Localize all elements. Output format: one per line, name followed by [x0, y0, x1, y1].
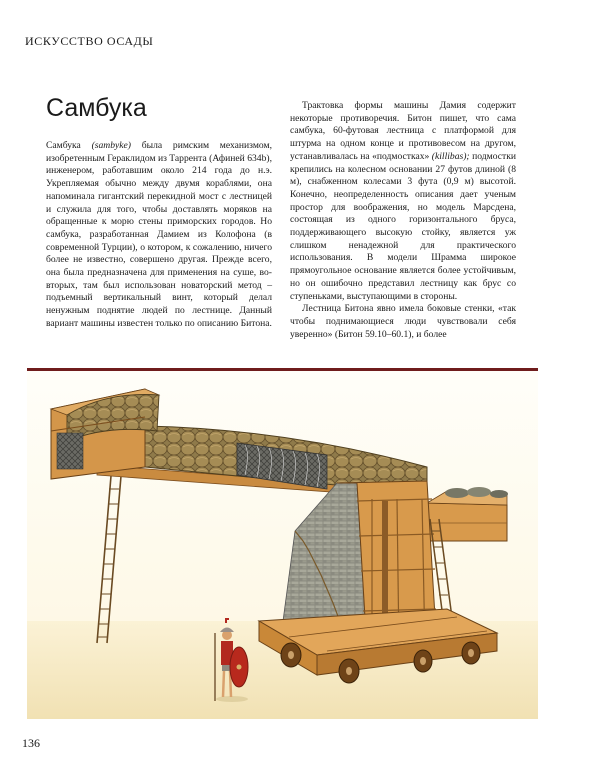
text-run: (killibas);: [431, 150, 470, 162]
right-column-paragraph: [290, 303, 516, 341]
sambuca-drawing: [27, 371, 538, 719]
page-title: Самбука: [46, 94, 147, 122]
siege-engine-illustration: [27, 371, 538, 719]
text-column-right: [290, 100, 516, 341]
text-run: Трактовка формы машины Дамия содержит некоторые противоречия. Битон пишет, что сама самбука, 60-футовая лестница с платформой для штурма на одном конце и противовесом на другом, устанавливалась на «подмостках»: [290, 100, 516, 162]
text-column-left: [46, 140, 272, 331]
left-column-paragraph: [46, 140, 272, 331]
text-run: Лестница Битона явно имела боковые стенки, «так чтобы поднимающиеся люди чувствовали себя уверенно» (Битон 59.10–60.1), и более: [290, 303, 516, 340]
text-run: была римским механизмом, изобретенным Гераклидом из Таррента (Афиней 634b), инженером, работавшим около 214 года до н.э. Укрепляемая обычно между двумя кораблями, она напоминала гигантский перекидной мост с лестницей и служила для того, чтобы доставлять моряков на обращенные к морю стены приморских городов. Но самбука, разработанная Дамием из Колофона (в современной Турции), о котором, к сожалению, ничего более не известно, совершено другая. Прежде всего, она была предназначена для применения на суше, во-вторых, там был использован новаторский метод – подъемный вертикальный винт, который делал ненужным поднятие людей по лестнице. Данный вариант машины известен только по описанию Битона.: [46, 140, 272, 329]
text-run: (sambyke): [91, 140, 131, 151]
running-head: ИСКУССТВО ОСАДЫ: [25, 34, 154, 48]
text-run: подмостки крепились на колесном основании 27 футов длиной (8 м), снабженном колесами 3 фута (0,9 м) высотой. Конечно, неопределенность описания дает ученым простор для воображения, но модель Марсдена, состоящая из одного горизонтального бруса, поддерживающего высокую стойку, является уж слишком ненадежной для практического использования. В модели Шрамма широкое прямоугольное основание является более устойчивым, но он ошибочно представил лестницу как брус со ступеньками, выступающими в стороны.: [290, 150, 516, 302]
text-run: Самбука: [46, 140, 92, 151]
page-number: 136: [22, 736, 40, 750]
right-column-paragraph: [290, 100, 516, 303]
